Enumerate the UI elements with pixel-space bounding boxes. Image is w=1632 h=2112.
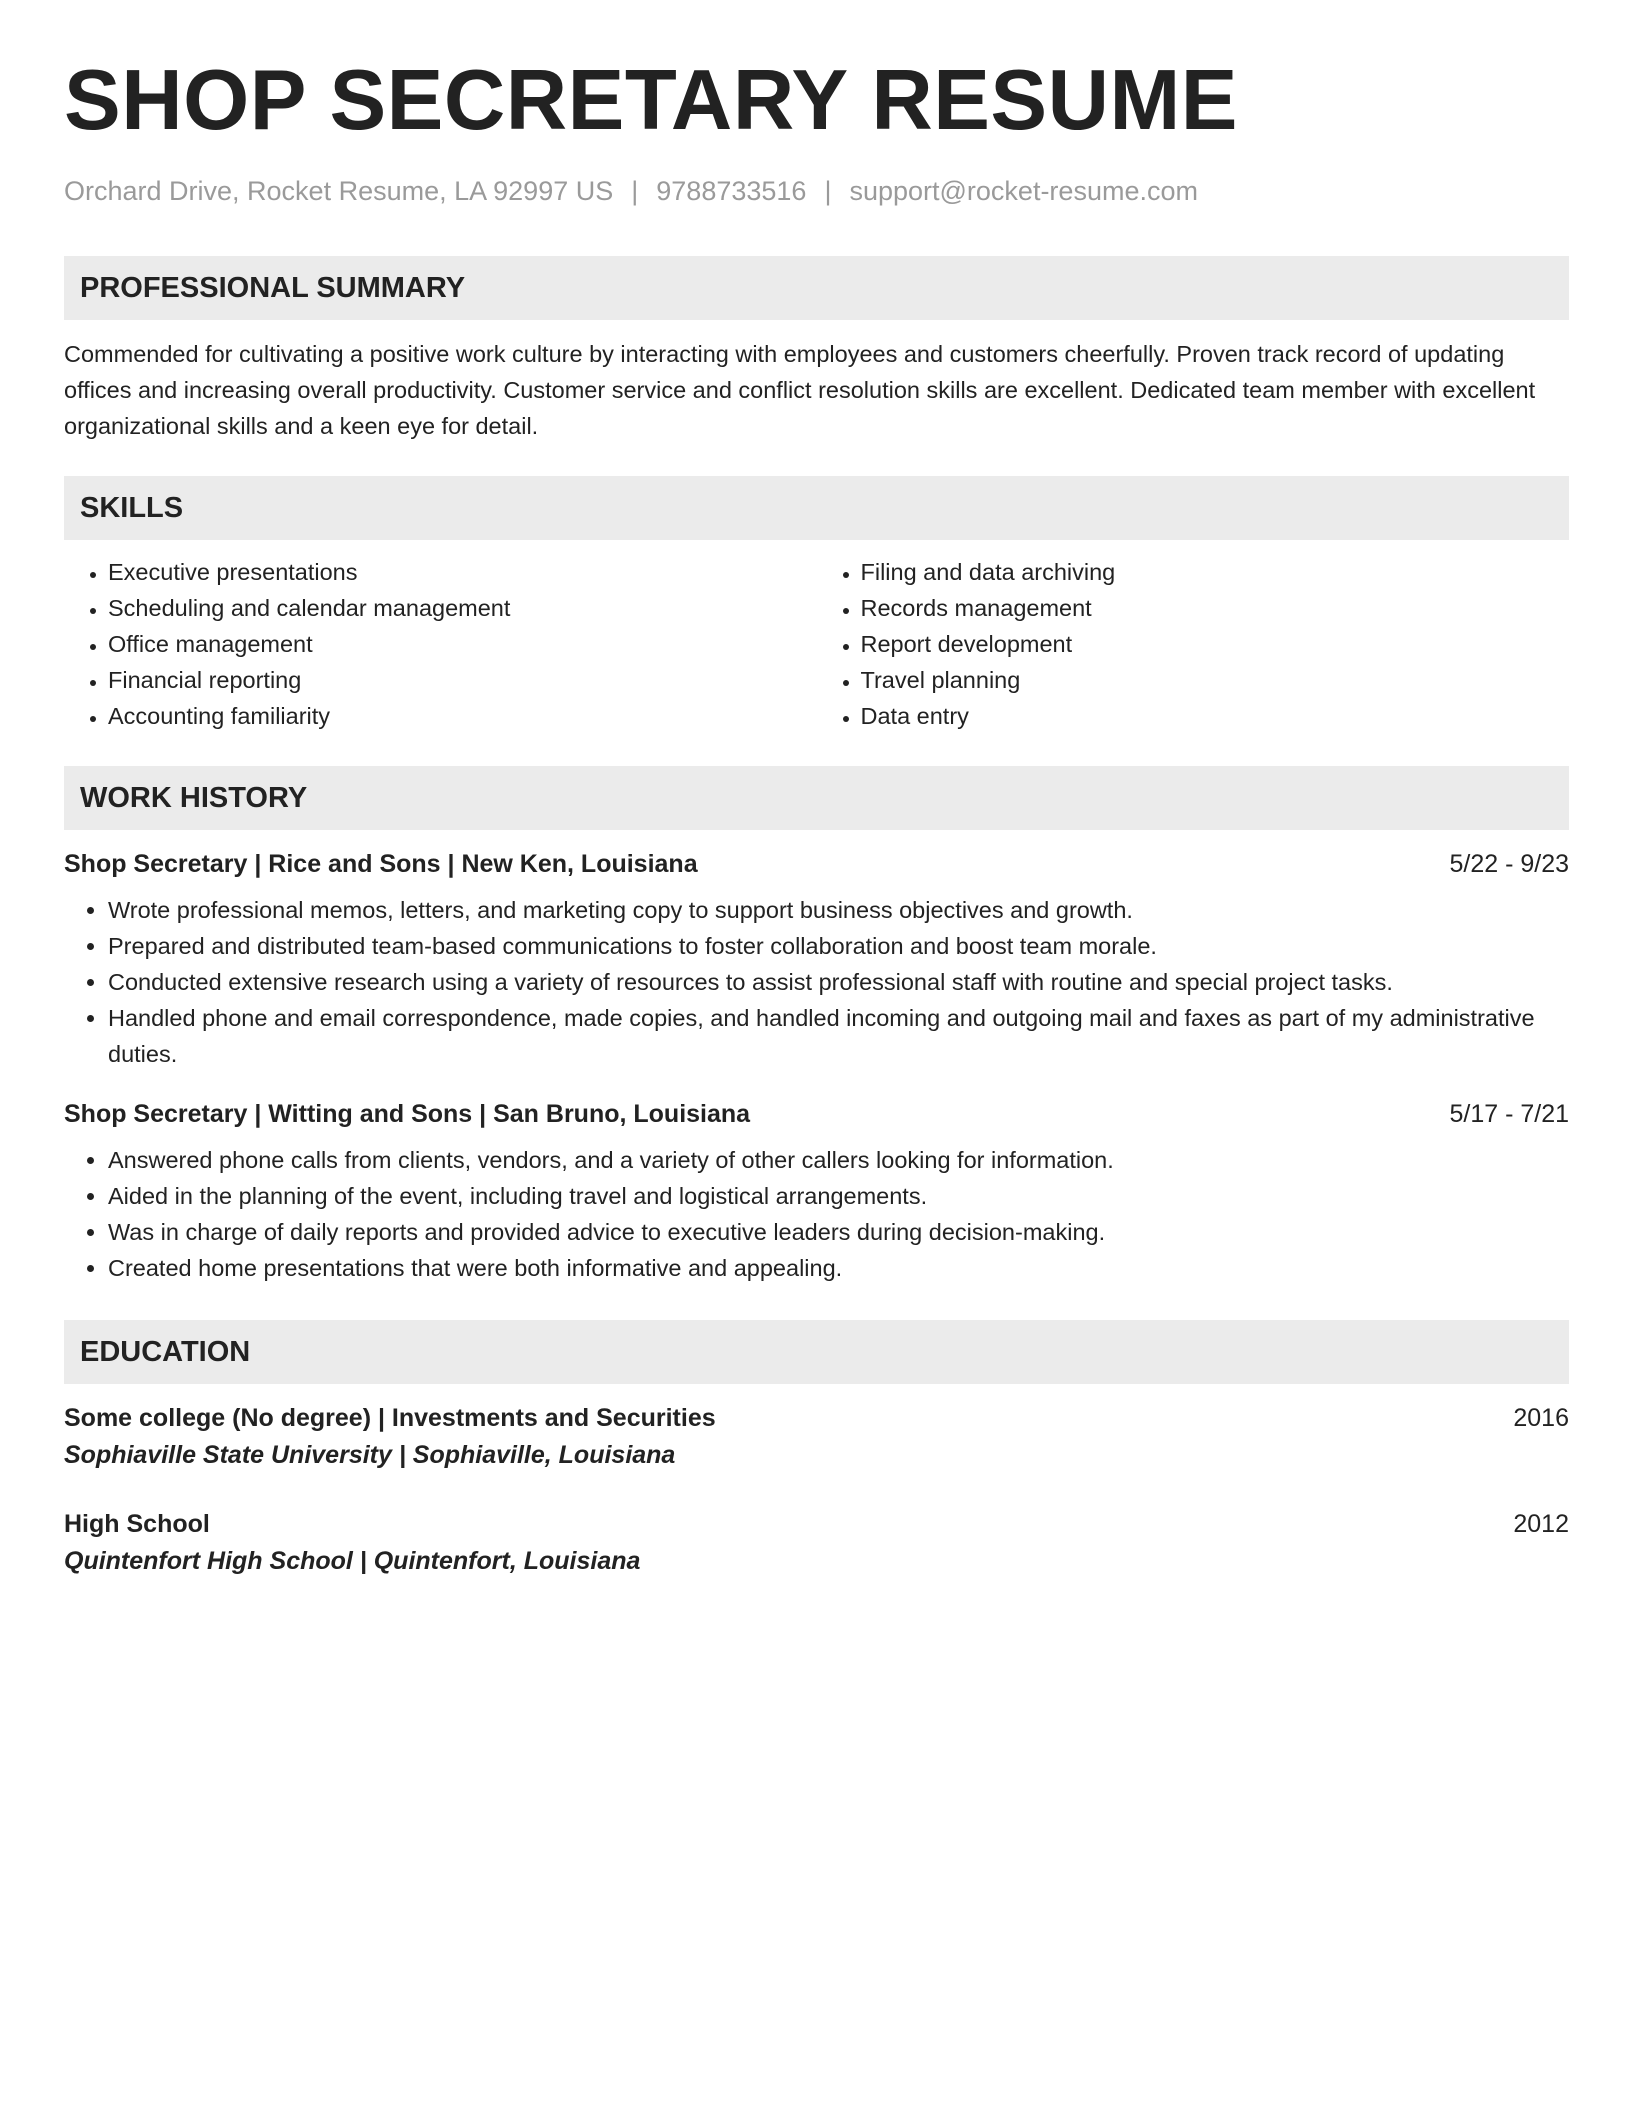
job-bullets: [64, 1142, 1569, 1286]
contact-separator: |: [631, 176, 639, 206]
job-bullet: • Created home presentations that were both informative and appealing.: [108, 1250, 1569, 1286]
education-school: Quintenfort High School | Quintenfort, Louisiana: [64, 1547, 641, 1576]
work-heading: WORK HISTORY: [64, 766, 1569, 830]
education-school: Sophiaville State University | Sophiaville, Louisiana: [64, 1441, 676, 1470]
skill-item: • Data entry: [861, 698, 1570, 734]
education-degree: Some college (No degree) | Investments and Securities: [64, 1404, 716, 1433]
contact-address: Orchard Drive, Rocket Resume, LA 92997 US: [64, 176, 614, 206]
skills-list: [64, 554, 1569, 734]
job-bullet: • Wrote professional memos, letters, and marketing copy to support business objectives and growth.: [108, 892, 1569, 928]
job-header: [64, 1096, 1569, 1132]
education-header: [64, 1400, 1569, 1436]
skill-item: • Executive presentations: [108, 554, 817, 590]
job-bullet: • Conducted extensive research using a variety of resources to assist professional staff with routine and special project tasks.: [108, 964, 1569, 1000]
skill-item: • Records management: [861, 590, 1570, 626]
skill-item: • Office management: [108, 626, 817, 662]
education-header: [64, 1506, 1569, 1542]
skill-item: • Scheduling and calendar management: [108, 590, 817, 626]
job-entry: [64, 846, 1569, 1072]
job-header: [64, 846, 1569, 882]
job-bullet: • Handled phone and email correspondence, made copies, and handled incoming and outgoing mail and faxes as part of my administrative duties.: [108, 1000, 1569, 1072]
job-bullets: [64, 892, 1569, 1072]
contact-email: support@rocket-resume.com: [849, 176, 1198, 206]
contact-line: [64, 175, 1569, 207]
job-entry: [64, 1096, 1569, 1286]
job-bullet: • Answered phone calls from clients, vendors, and a variety of other callers looking for information.: [108, 1142, 1569, 1178]
education-year: 2016: [1513, 1404, 1569, 1433]
skill-item: • Report development: [861, 626, 1570, 662]
job-dates: 5/17 - 7/21: [1449, 1100, 1569, 1129]
job-title: Shop Secretary | Rice and Sons | New Ken, Louisiana: [64, 850, 698, 879]
education-entry: [64, 1506, 1569, 1580]
contact-separator: |: [824, 176, 832, 206]
skill-item: • Accounting familiarity: [108, 698, 817, 734]
job-bullet: • Prepared and distributed team-based communications to foster collaboration and boost team morale.: [108, 928, 1569, 964]
education-degree: High School: [64, 1510, 210, 1539]
skill-item: • Travel planning: [861, 662, 1570, 698]
summary-text: Commended for cultivating a positive work culture by interacting with employees and customers cheerfully. Proven track record of updating offices and increasing overall productivity. Customer service and conflict resolution skills are excellent. Dedicated team member with excellent organizational skills and a keen eye for detail.: [64, 341, 1536, 440]
job-bullet: • Was in charge of daily reports and provided advice to executive leaders during decision-making.: [108, 1214, 1569, 1250]
skills-column-right: [817, 554, 1570, 734]
skills-heading: SKILLS: [64, 476, 1569, 540]
education-year: 2012: [1513, 1510, 1569, 1539]
skill-item: • Financial reporting: [108, 662, 817, 698]
education-entry: [64, 1400, 1569, 1474]
contact-phone: 9788733516: [656, 176, 807, 206]
job-bullet: • Aided in the planning of the event, including travel and logistical arrangements.: [108, 1178, 1569, 1214]
resume-title: SHOP SECRETARY RESUME: [64, 53, 1238, 148]
job-title: Shop Secretary | Witting and Sons | San Bruno, Louisiana: [64, 1100, 751, 1129]
skills-column-left: [64, 554, 817, 734]
education-heading: EDUCATION: [64, 1320, 1569, 1384]
job-dates: 5/22 - 9/23: [1449, 850, 1569, 879]
skill-item: • Filing and data archiving: [861, 554, 1570, 590]
summary-heading: PROFESSIONAL SUMMARY: [64, 256, 1569, 320]
